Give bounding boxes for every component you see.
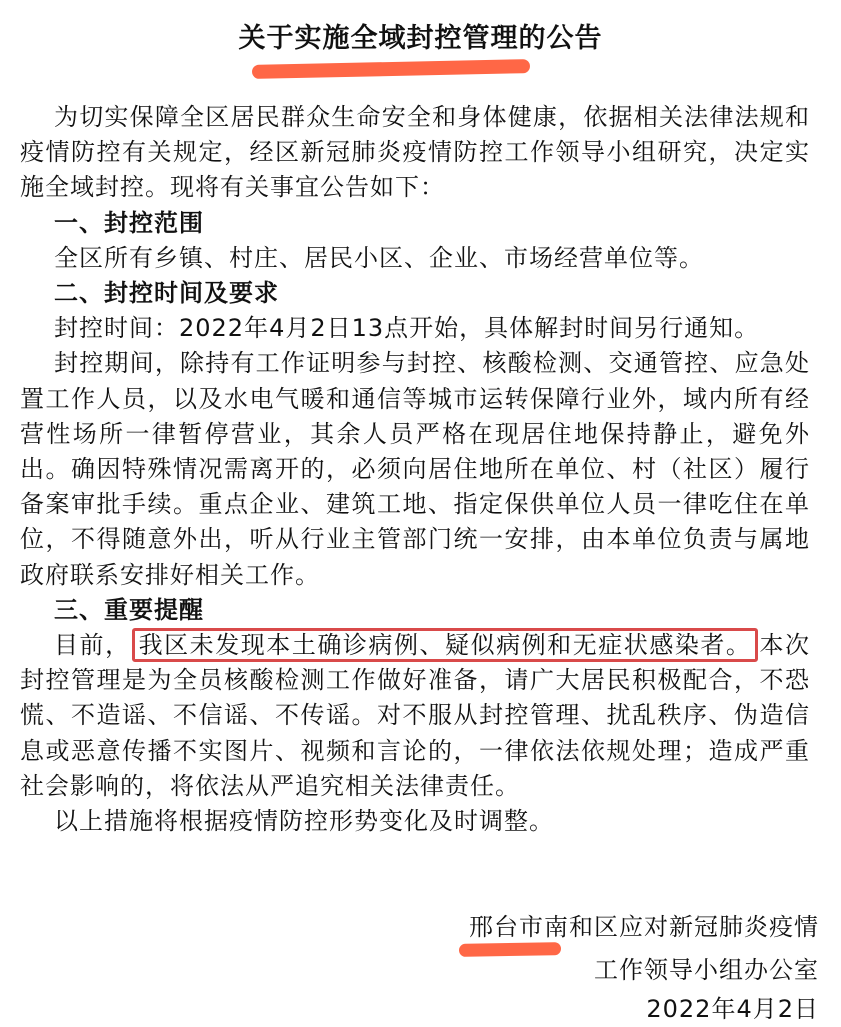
- section2-requirements: 封控期间，除持有工作证明参与封控、核酸检测、交通管控、应急处置工作人员，以及水电气暖和通信等城市运转保障行业外，域内所有经营性场所一律暂停营业，其余人员严格在现居住地保持静止，避免外出。确因特殊情况需离开的，必须向居住地所在单位、村（社区）履行备案审批手续。重点企业、建筑工地、指定保供单位人员一律吃住在单位，不得随意外出，听从行业主管部门统一安排，由本单位负责与属地政府联系安排好相关工作。: [20, 349, 810, 589]
- section2-heading: 二、封控时间及要求: [54, 279, 279, 308]
- section2-time: 封控时间：2022年4月2日13点开始，具体解封时间另行通知。: [54, 314, 760, 343]
- section3-paragraph: [20, 628, 810, 804]
- notice-body: [20, 100, 810, 839]
- signature-date: 2022年4月2日: [646, 995, 819, 1023]
- section1-heading: 一、封控范围: [54, 208, 204, 237]
- section1-text: 全区所有乡镇、村庄、居民小区、企业、市场经营单位等。: [54, 243, 704, 272]
- highlighted-sentence: 我区未发现本土确诊病例、疑似病例和无症状感染者。: [132, 628, 759, 662]
- section3-heading: 三、重要提醒: [54, 595, 204, 624]
- intro-paragraph: 为切实保障全区居民群众生命安全和身体健康，依据相关法律法规和疫情防控有关规定，经区新冠肺炎疫情防控工作领导小组研究，决定实施全域封控。现将有关事宜公告如下：: [20, 103, 810, 202]
- notice-title: 关于实施全域封控管理的公告: [238, 23, 603, 54]
- section3-rest: 本次封控管理是为全员核酸检测工作做好准备，请广大居民积极配合，不恐慌、不造谣、不信谣、不传谣。对不服从封控管理、扰乱秩序、伪造信息或恶意传播不实图片、视频和言论的，一律依法依规处理；造成严重社会影响的，将依法从严追究相关法律责任。: [20, 631, 811, 800]
- signature-line1: 邢台市南和区应对新冠肺炎疫情: [469, 913, 819, 941]
- section3-lead: 目前，: [54, 631, 131, 660]
- signature-line2: 工作领导小组办公室: [594, 956, 819, 984]
- signature-underline-marker: [459, 942, 561, 957]
- title-underline-marker: [252, 59, 530, 79]
- closing-paragraph: 以上措施将根据疫情防控形势变化及时调整。: [54, 807, 554, 836]
